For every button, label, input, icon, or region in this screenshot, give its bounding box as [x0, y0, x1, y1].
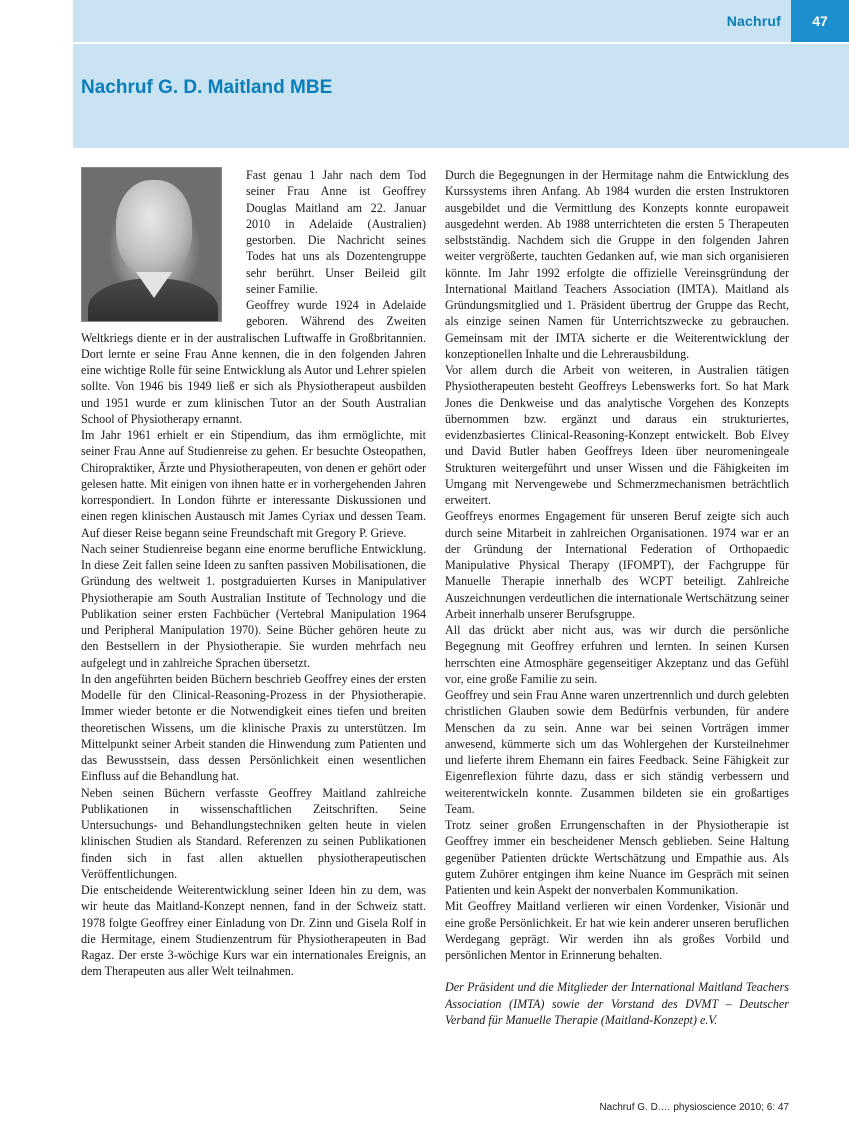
paragraph: Im Jahr 1961 erhielt er ein Stipendium, das ihm ermöglichte, mit seiner Frau Anne auf Studienreise zu gehen. Er besuchte Osteopathen, Chiropraktiker, Ärzte und Physiotherapeuten, von denen er gehört oder gelesen hatte. Mit einigen von ihnen hatte er in vorhergehenden Jahren korrespondiert. In London führte er interessante Diskussionen und einen regen klinischen Austausch mit James Cyriax und dessen Team. Auf dieser Reise begann seine Freundschaft mit Gregory P. Grieve.	[81, 428, 426, 540]
paragraph: Mit Geoffrey Maitland verlieren wir einen Vordenker, Visionär und eine große Persönlichkeit. Er hat wie kein anderer unseren beruflichen Werdegang geprägt. Wir werden ihn als großes Vorbild und persönlichen Mentor in Erinnerung behalten.	[445, 899, 789, 962]
paragraph: Neben seinen Büchern verfasste Geoffrey Maitland zahlreiche Publikationen in wissenschaftlichen Zeitschriften. Seine Untersuchungs- und Behandlungstechniken gelten heute in vielen klinischen Studien als Standard. Referenzen zu seinen Publikationen finden sich in fast allen aktuellen physiotherapeutischen Veröffentlichungen.	[81, 785, 426, 881]
paragraph: Nach seiner Studienreise begann eine enorme berufliche Entwicklung. In diese Zeit fallen seine Ideen zu sanften passiven Mobilisationen, die Gründung des weltweit 1. postgraduierten Kurses in Manipulativer Physiotherapie am South Australian Institute of Technology und die Publikation seiner ersten Fachbücher (Vertebral Manipulation 1964 und Peripheral Manipulation 1970). Seine Bücher gehören heute zu den Bestsellern in der Physiotherapie. Sie wurden mehrfach neu aufgelegt und in zahlreiche Sprachen übersetzt.	[81, 541, 426, 670]
page-number: 47	[791, 0, 849, 42]
paragraph: All das drückt aber nicht aus, was wir durch die persönliche Begegnung mit Geoffrey erfuhren und lernten. In seinen Kursen herrschten eine Atmosphäre gegenseitiger Akzeptanz und das Gefühl vor, eine große Familie zu sein.	[445, 623, 789, 686]
footer-citation: Nachruf G. D.… physioscience 2010; 6: 47	[599, 1102, 789, 1113]
title-band	[73, 44, 849, 148]
portrait-photo	[81, 167, 222, 322]
paragraph: Vor allem durch die Arbeit von weiteren, in Australien tätigen Physiotherapeuten besteht Geoffreys Lebenswerks fort. So hat Mark Jones die Denkweise und das analytische Vorgehen des Konzepts übernommen bzw. ergänzt und daraus ein strukturiertes, evidenzbasiertes Clinical-Reasoning-Konzept entwickelt. Bob Elvey und David Butler haben Geoffreys Ideen über neuromeningeale Strukturen weitergeführt und unser Wissen und die Fähigkeiten im Umgang mit Nervengewebe und Schmerzmechanismen beträchtlich erweitert.	[445, 363, 789, 507]
paragraph: Durch die Begegnungen in der Hermitage nahm die Entwicklung des Kurssystems ihren Anfang. Ab 1984 wurden die ersten Instruktoren ausgebildet und die Vermittlung des Konzepts konnte europaweit ausgedehnt werden. Ab 1988 unterrichteten die ersten 5 Therapeuten selbstständig. Nachdem sich die Gruppe in den folgenden Jahren weiter vergrößerte, tauchten Gedanken auf, wie man sich organisieren könnte. Im Jahr 1992 erfolgte die offizielle Vereinsgründung der International Maitland Teachers Association (IMTA). Maitland als Gründungsmitglied und 1. Präsident übertrug der Gruppe das Recht, als einzige seinen Namen für Unterrichtszwecke zu gebrauchen. Gemeinsam mit der IMTA sicherte er die Weiterentwicklung der konzeptionellen Inhalte und die Lehrerausbildung.	[445, 168, 789, 361]
paragraph: Geoffrey wurde 1924 in Adelaide geboren. Während des Zweiten Weltkriegs diente er in der australischen Luftwaffe in Großbritannien. Dort lernte er seine Frau Anne kennen, die in den folgenden Jahren eine wichtige Rolle für seine Entwicklung als Autor und Lehrer spielen sollte. Von 1946 bis 1949 ließ er sich als Physiotherapeut ausbilden und 1951 wurde er zum klinischen Tutor an der South Australian School of Physiotherapy ernannt.	[81, 298, 426, 426]
paragraph: Die entscheidende Weiterentwicklung seiner Ideen hin zu dem, was wir heute das Maitland-Konzept nennen, fand in der Schweiz statt. 1978 folgte Geoffrey einer Einladung von Dr. Zinn und Gisela Rolf in die Hermitage, einem Studienzentrum für Physiotherapeuten in Bad Ragaz. Der erste 3-wöchige Kurs war ein internationales Ereignis, an dem Therapeuten aus aller Welt teilnahmen.	[81, 883, 426, 979]
paragraph: Trotz seiner großen Errungenschaften in der Physiotherapie ist Geoffrey immer ein bescheidener Mensch geblieben. Seine Haltung gegenüber Patienten drückte Wertschätzung und Empathie aus. Als gutem Zuhörer entgingen ihm keine Nuance im Gespräch mit seinen Patienten und kein Aspekt der nonverbalen Kommunikation.	[445, 818, 789, 897]
signature-text: Der Präsident und die Mitglieder der International Maitland Teachers Association (IMTA) sowie der Vorstand des DVMT – Deutscher Verband für Manuelle Therapie (Maitland-Konzept) e.V.	[445, 980, 789, 1027]
page-title: Nachruf G. D. Maitland MBE	[81, 77, 333, 98]
left-column	[81, 167, 426, 1077]
photo-head-shape	[116, 180, 192, 276]
paragraph: Geoffrey und sein Frau Anne waren unzertrennlich und durch gelebten christlichen Glauben sowie dem Bedürfnis verbunden, für andere Menschen da zu sein. Anne war bei seinen Vorträgen immer anwesend, kümmerte sich um das Wohlergehen der Kursteilnehmer und lieferte ihrem Ehemann ein faires Feedback. Seine Fähigkeit zur Eigenreflexion führte dazu, dass er sich ständig verbessern und weiterentwickeln konnte. Zusammen bildeten sie ein großartiges Team.	[445, 688, 789, 816]
paragraph: Geoffreys enormes Engagement für unseren Beruf zeigte sich auch durch seine Mitarbeit in zahlreichen Organisationen. 1974 war er an der Gründung der International Federation of Orthopaedic Manipulative Physical Therapy (IFOMPT), der Fachgruppe für Manuelle Therapie innerhalb des WCPT beteiligt. Zahlreiche Auszeichnungen verdeutlichen die internationale Wertschätzung seiner Arbeit innerhalb unserer Berufsgruppe.	[445, 509, 789, 621]
paragraph: In den angeführten beiden Büchern beschrieb Geoffrey eines der ersten Modelle für den Clinical-Reasoning-Prozess in der Physiotherapie. Immer wieder betonte er die Notwendigkeit eines tiefen und breiten theoretischen Wissens, um die klinische Praxis zu unterstützen. Im Mittelpunkt seiner Arbeit standen die Hinwendung zum Patienten und das Bewusstsein, dass dessen Persönlichkeit einen wesentlichen Einfluss auf die Behandlung hat.	[81, 671, 426, 784]
paragraph: Fast genau 1 Jahr nach dem Tod seiner Frau Anne ist Geoffrey Douglas Maitland am 22. Januar 2010 in Adelaide (Australien) gestorben. Die Nachricht seines Todes hat uns als Dozentengruppe sehr berührt. Unser Beileid gilt seiner Familie.	[246, 168, 426, 296]
section-label: Nachruf	[726, 13, 781, 29]
signature	[445, 979, 789, 1028]
right-column	[445, 167, 789, 1077]
